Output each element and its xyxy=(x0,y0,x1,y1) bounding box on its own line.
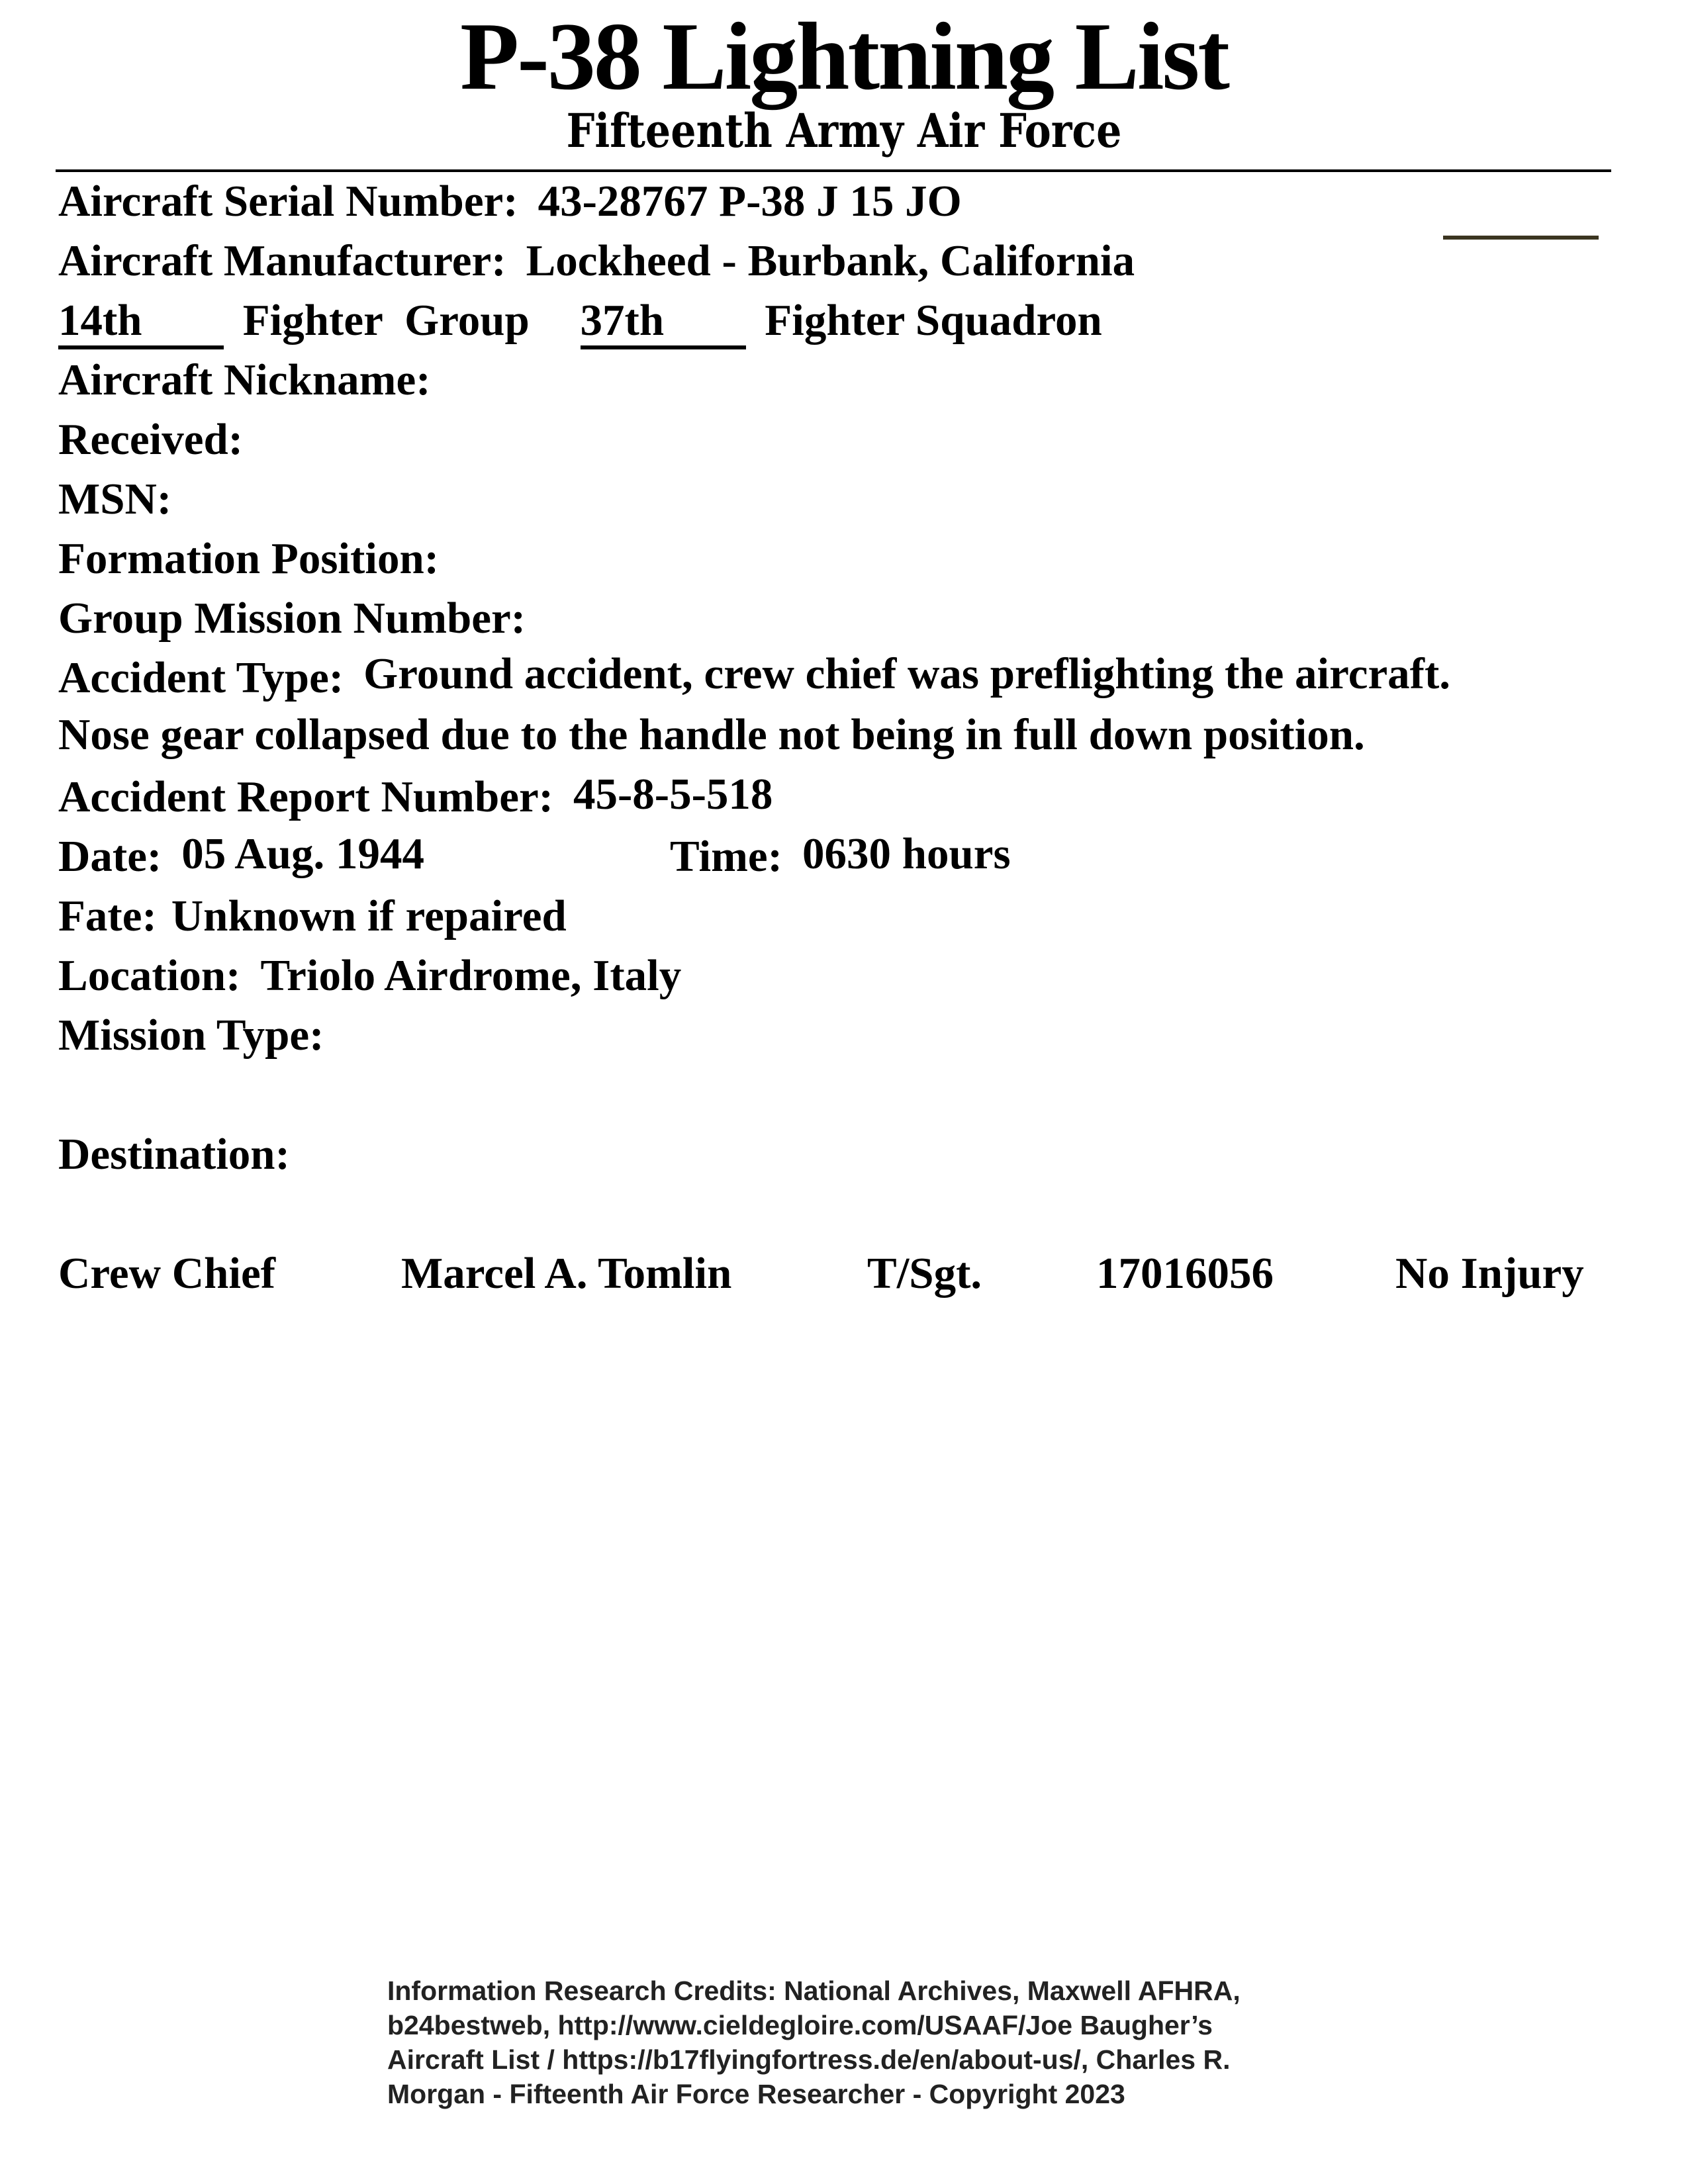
accident-type-value: Ground accident, crew chief was preflighting the aircraft. xyxy=(363,649,1451,698)
squadron-label: Fighter Squadron xyxy=(765,296,1102,345)
accident-type-row xyxy=(58,649,1451,703)
subtitle-text: Fifteenth Army Air Force xyxy=(566,103,1122,158)
group-number-field xyxy=(58,295,224,349)
group-mission-label: Group Mission Number: xyxy=(58,594,526,643)
manufacturer-row xyxy=(58,236,1135,286)
fate-label: Fate: xyxy=(58,891,157,940)
crew-rank: T/Sgt. xyxy=(867,1249,982,1298)
time-row xyxy=(670,831,1011,882)
serial-number-value: 43-28767 P-38 J 15 JO xyxy=(538,177,962,226)
crew-position: Crew Chief xyxy=(58,1249,276,1298)
date-row xyxy=(58,831,424,882)
research-credits xyxy=(387,1974,1241,2111)
nickname-label: Aircraft Nickname: xyxy=(58,355,431,404)
report-number-label: Accident Report Number: xyxy=(58,772,553,821)
msn-row xyxy=(58,474,171,524)
accident-type-continuation xyxy=(58,709,1365,760)
credits-line-3: Aircraft List / https://b17flyingfortress.de/en/about-us/, Charles R. xyxy=(387,2044,1231,2075)
serial-number-row xyxy=(58,176,962,226)
mission-type-row xyxy=(58,1010,324,1060)
manufacturer-label: Aircraft Manufacturer: xyxy=(58,236,506,285)
serial-number-label: Aircraft Serial Number: xyxy=(58,177,518,226)
formation-row xyxy=(58,533,439,584)
formation-label: Formation Position: xyxy=(58,534,440,583)
page-subtitle xyxy=(118,105,1570,159)
mission-type-label: Mission Type: xyxy=(58,1011,324,1060)
date-label: Date: xyxy=(58,832,162,881)
squadron-number-value: 37th xyxy=(580,296,665,345)
location-label: Location: xyxy=(58,951,241,1000)
time-value: 0630 hours xyxy=(802,829,1011,878)
report-number-value: 45-8-5-518 xyxy=(573,770,773,819)
fate-row xyxy=(58,891,567,941)
msn-label: MSN: xyxy=(58,475,172,523)
page-title: P-38 Lightning List xyxy=(460,3,1228,110)
date-value: 05 Aug. 1944 xyxy=(181,829,424,878)
fate-value: Unknown if repaired xyxy=(171,891,567,940)
squadron-number-field xyxy=(581,295,746,349)
corner-underline xyxy=(1443,236,1599,240)
crew-status: No Injury xyxy=(1395,1249,1584,1298)
nickname-row xyxy=(58,355,431,405)
crew-serial: 17016056 xyxy=(1096,1249,1274,1298)
group-mission-row xyxy=(58,593,526,643)
group-label: Fighter Group xyxy=(242,296,530,345)
received-label: Received: xyxy=(58,415,244,464)
credits-line-4: Morgan - Fifteenth Air Force Researcher - Copyright 2023 xyxy=(387,2079,1125,2109)
credits-line-2: b24bestweb, http://www.cieldegloire.com/USAAF/Joe Baugher’s xyxy=(387,2010,1213,2040)
unit-row xyxy=(58,295,1102,349)
group-number-value: 14th xyxy=(58,296,142,345)
credits-line-1: Information Research Credits: National Archives, Maxwell AFHRA, xyxy=(387,1976,1241,2006)
header-divider xyxy=(56,169,1611,172)
destination-row xyxy=(58,1129,290,1179)
manufacturer-value: Lockheed - Burbank, California xyxy=(526,236,1135,285)
location-row xyxy=(58,950,681,1001)
accident-type-value-2: Nose gear collapsed due to the handle not being in full down position. xyxy=(58,710,1365,759)
time-label: Time: xyxy=(670,832,782,881)
crew-name: Marcel A. Tomlin xyxy=(401,1249,732,1298)
accident-type-label: Accident Type: xyxy=(58,653,344,702)
report-number-row xyxy=(58,772,773,822)
location-value: Triolo Airdrome, Italy xyxy=(260,951,682,1000)
received-row xyxy=(58,414,243,465)
destination-label: Destination: xyxy=(58,1130,290,1179)
